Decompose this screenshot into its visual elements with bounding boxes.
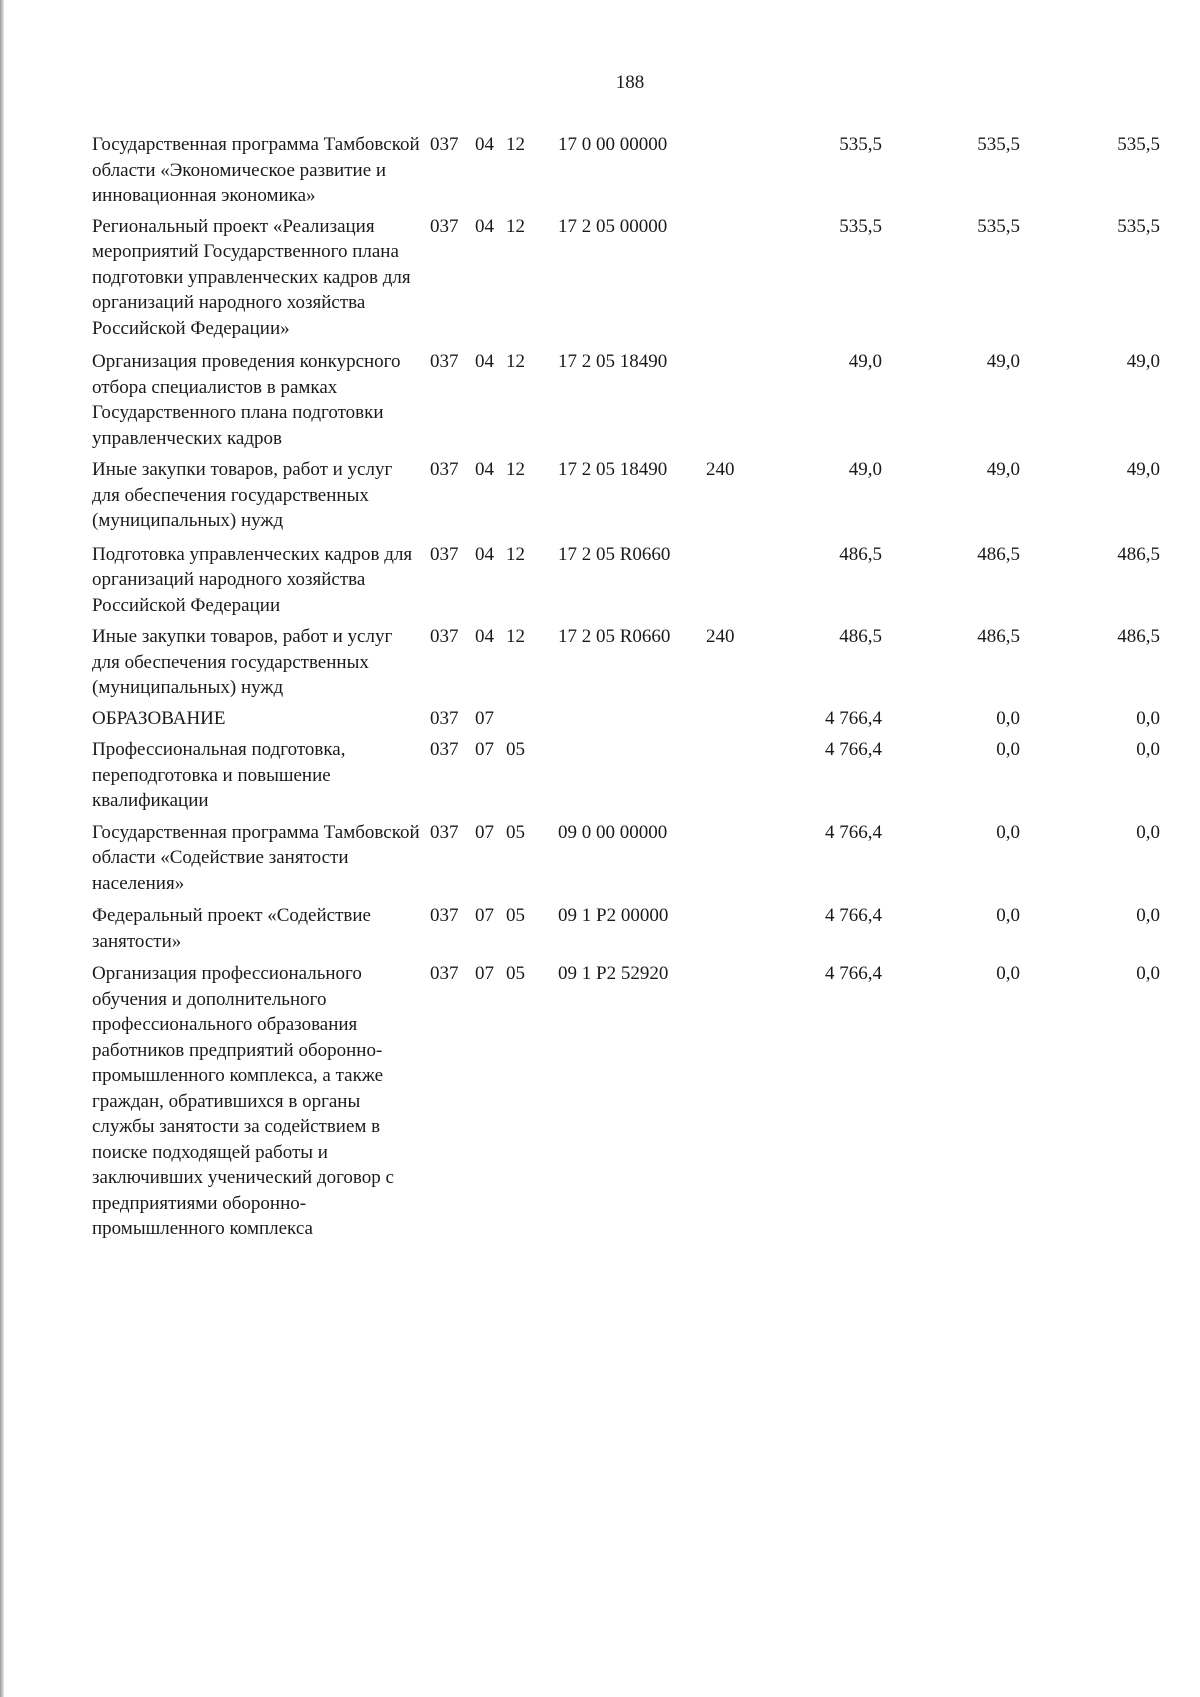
amount-year-1: 49,0 [848,459,882,480]
table-row [0,214,1200,342]
row-name: Иные закупки товаров, работ и услуг для обеспечения государственных (муниципальных) нужд [92,459,393,531]
section-code: 07 [475,739,494,760]
subsection-code: 05 [506,963,525,984]
table-row [0,542,1200,619]
ved-code: 037 [430,821,459,843]
target-article-code: 17 2 05 00000 [558,215,668,237]
ved-code: 037 [430,459,459,480]
amount-year-1: 4 766,4 [825,963,882,984]
target-article-code: 09 0 00 00000 [558,821,668,843]
amount-year-2: 486,5 [977,626,1020,647]
amount-year-1: 49,0 [848,351,882,372]
page-number: 188 [615,72,645,93]
amount-year-1: 535,5 [839,215,882,237]
table-row [0,457,1200,534]
table-row [0,903,1200,954]
section-code: 04 [475,215,494,237]
ved-code: 037 [430,963,459,984]
amount-year-2: 0,0 [996,739,1020,760]
row-name: Организация профессионального обучения и дополнительного профессионального образования работников предприятий оборонно-промышленного комплекса, а также граждан, обратившихся в органы службы занятости за содействием в поиске подходящей работы и заключивших ученический договор с предприятиями оборонно-промышленного комплекса [92,963,394,1239]
amount-year-1: 4 766,4 [825,821,882,843]
amount-year-2: 0,0 [996,821,1020,843]
row-name: Региональный проект «Реализация мероприятий Государственного плана подготовки управленческих кадров для организаций народного хозяйства Российской Федерации» [92,215,411,339]
subsection-code: 05 [506,821,525,843]
row-name: Организация проведения конкурсного отбора специалистов в рамках Государственного плана подготовки управленческих кадров [92,351,401,449]
amount-year-3: 0,0 [1136,821,1160,843]
table-row [0,961,1200,1242]
amount-year-3: 0,0 [1136,739,1160,760]
section-code: 04 [475,351,494,372]
target-article-code: 17 2 05 R0660 [558,626,671,647]
row-name: ОБРАЗОВАНИЕ [92,707,226,729]
amount-year-3: 49,0 [1126,459,1160,480]
section-code: 04 [475,543,494,565]
section-code: 04 [475,459,494,480]
amount-year-3: 535,5 [1117,134,1160,155]
amount-year-1: 4 766,4 [825,905,882,926]
target-article-code: 09 1 P2 00000 [558,905,669,926]
amount-year-3: 486,5 [1117,543,1160,565]
amount-year-3: 0,0 [1136,905,1160,926]
amount-year-2: 49,0 [986,351,1020,372]
section-code: 04 [475,626,494,647]
amount-year-1: 486,5 [839,626,882,647]
ved-code: 037 [430,134,459,155]
ved-code: 037 [430,626,459,647]
subsection-code: 12 [506,215,525,237]
row-name: Федеральный проект «Содействие занятости» [92,905,371,952]
subsection-code: 12 [506,459,525,480]
amount-year-2: 535,5 [977,134,1020,155]
amount-year-2: 535,5 [977,215,1020,237]
ved-code: 037 [430,707,459,729]
table-row [0,820,1200,897]
amount-year-1: 4 766,4 [825,739,882,760]
target-article-code: 17 2 05 18490 [558,459,668,480]
target-article-code: 17 0 00 00000 [558,134,668,155]
target-article-code: 17 2 05 R0660 [558,543,671,565]
table-row [0,132,1200,209]
section-code: 07 [475,821,494,843]
target-article-code: 17 2 05 18490 [558,351,668,372]
amount-year-1: 535,5 [839,134,882,155]
amount-year-2: 0,0 [996,707,1020,729]
amount-year-3: 0,0 [1136,963,1160,984]
section-code: 07 [475,963,494,984]
row-name: Государственная программа Тамбовской области «Содействие занятости населения» [92,821,420,894]
ved-code: 037 [430,543,459,565]
row-name: Иные закупки товаров, работ и услуг для обеспечения государственных (муниципальных) нужд [92,626,393,698]
table-row [0,737,1200,814]
table-row [0,349,1200,451]
subsection-code: 12 [506,134,525,155]
amount-year-2: 49,0 [986,459,1020,480]
ved-code: 037 [430,905,459,926]
expense-type-code: 240 [706,459,735,480]
amount-year-2: 486,5 [977,543,1020,565]
table-row [0,706,1200,732]
subsection-code: 05 [506,739,525,760]
target-article-code: 09 1 P2 52920 [558,963,669,984]
row-name: Государственная программа Тамбовской области «Экономическое развитие и инновационная экономика» [92,134,420,206]
amount-year-3: 486,5 [1117,626,1160,647]
amount-year-3: 49,0 [1126,351,1160,372]
subsection-code: 05 [506,905,525,926]
expense-type-code: 240 [706,626,735,647]
amount-year-3: 0,0 [1136,707,1160,729]
ved-code: 037 [430,739,459,760]
section-code: 07 [475,707,494,729]
subsection-code: 12 [506,543,525,565]
row-name: Профессиональная подготовка, переподготовка и повышение квалификации [92,739,346,811]
section-code: 04 [475,134,494,155]
subsection-code: 12 [506,626,525,647]
row-name: Подготовка управленческих кадров для организаций народного хозяйства Российской Федерации [92,543,413,616]
ved-code: 037 [430,215,459,237]
budget-table [0,132,1200,1242]
amount-year-2: 0,0 [996,963,1020,984]
ved-code: 037 [430,351,459,372]
amount-year-3: 535,5 [1117,215,1160,237]
amount-year-2: 0,0 [996,905,1020,926]
subsection-code: 12 [506,351,525,372]
table-row [0,624,1200,701]
amount-year-1: 4 766,4 [825,707,882,729]
section-code: 07 [475,905,494,926]
amount-year-1: 486,5 [839,543,882,565]
